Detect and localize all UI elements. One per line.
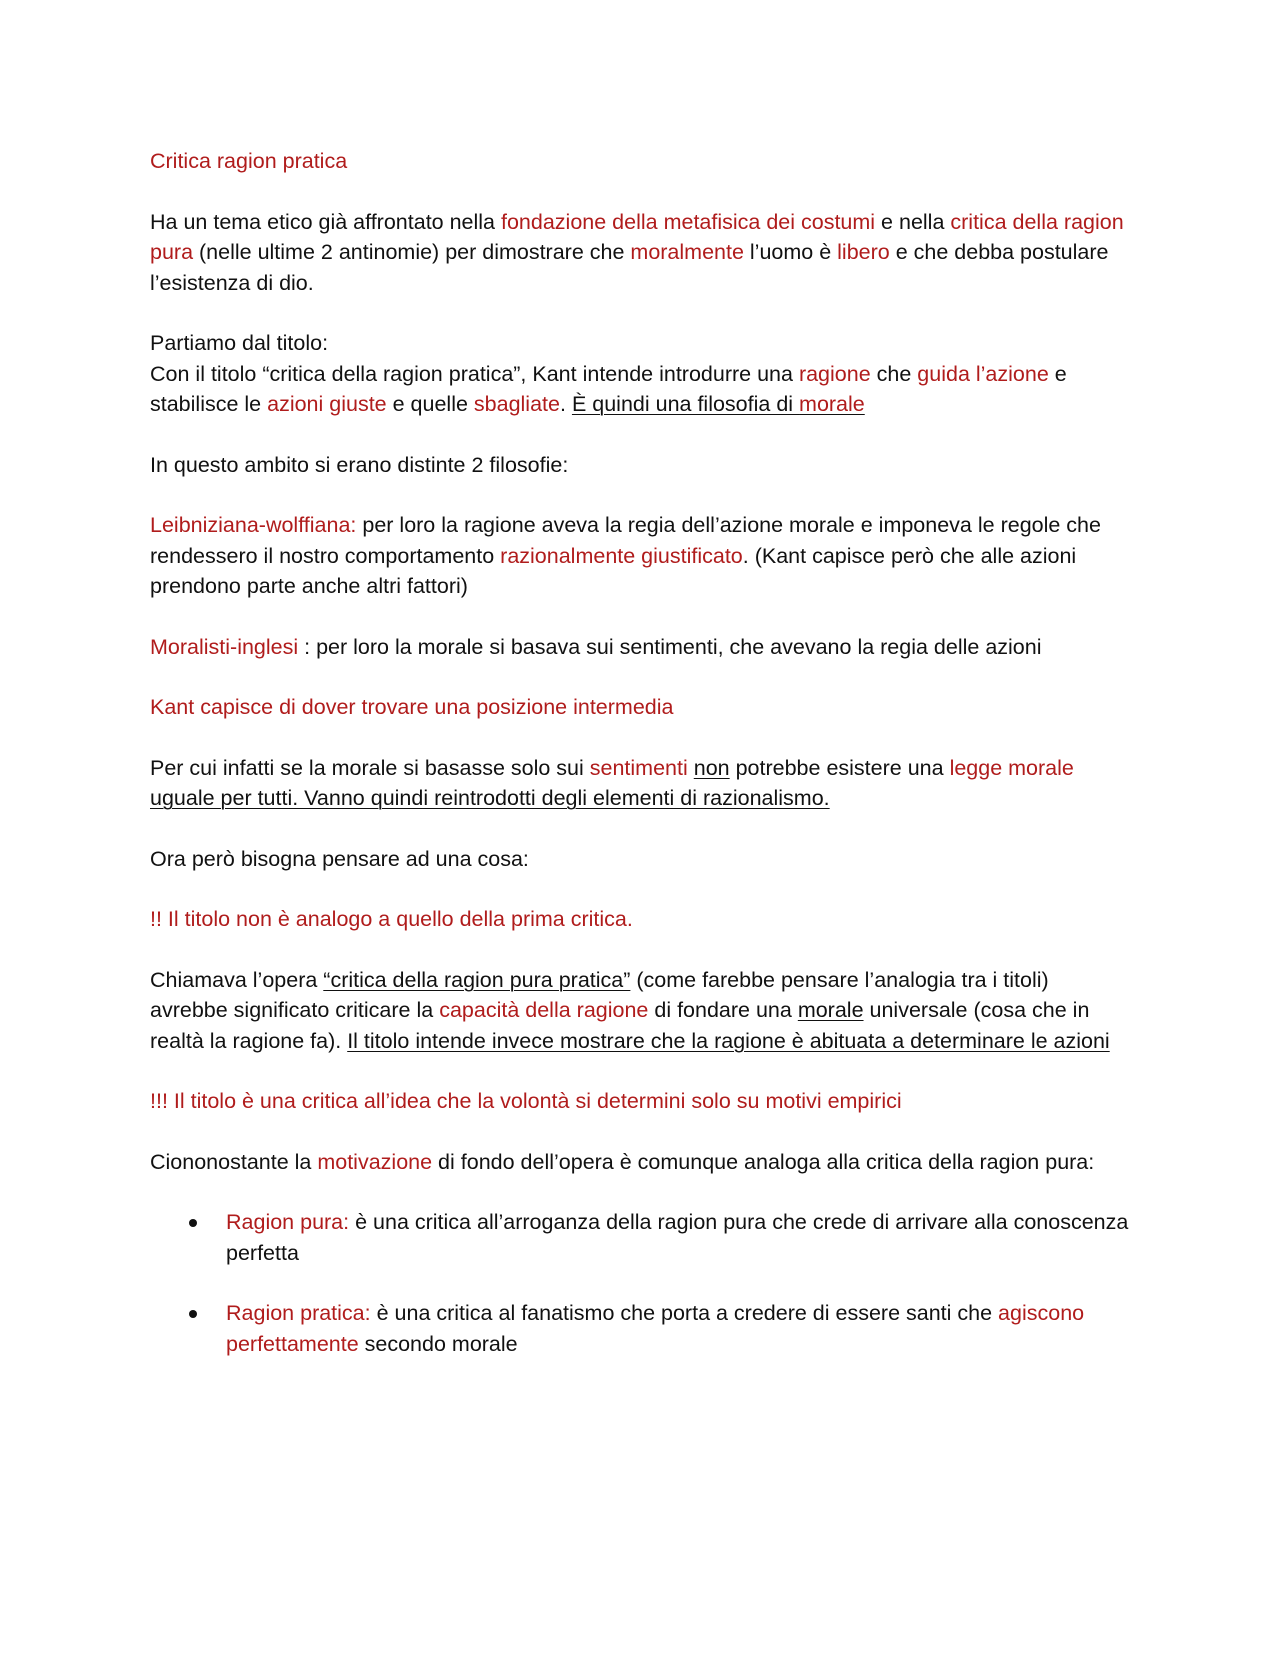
underlined-run: uguale per tutti. Vanno quindi reintrodotti degli elementi di razionalismo. — [150, 786, 830, 810]
underlined-run: morale — [797, 998, 864, 1022]
text-run: Chiamava l’opera — [150, 967, 324, 992]
text-run: Per cui infatti se la morale si basasse solo sui — [150, 755, 590, 780]
list-item — [150, 1207, 1130, 1268]
bullet-icon — [189, 1310, 197, 1318]
title-text: Critica ragion pratica — [150, 149, 348, 173]
text-run: Con il titolo “critica della ragion pratica”, Kant intende introdurre una — [150, 361, 799, 386]
highlight-run: razionalmente giustificato — [500, 543, 743, 568]
text-run: Ciononostante la — [150, 1149, 318, 1174]
highlight-run: !! Il titolo non è analogo a quello della prima critica. — [150, 907, 633, 931]
highlight-run: guida l’azione — [917, 361, 1049, 386]
text-run: secondo morale — [358, 1331, 518, 1356]
underlined-run: È quindi una filosofia di — [571, 392, 800, 416]
text-run: Partiamo dal titolo: — [150, 331, 329, 355]
text-run: di fondare una — [648, 998, 798, 1022]
text-run: che — [870, 361, 918, 386]
highlight-run: critica della ragion pura — [150, 209, 1124, 264]
highlight-run: morale — [799, 392, 865, 416]
document-page — [150, 146, 1130, 1389]
highlight-run: Ragion pura: — [226, 1210, 350, 1234]
paragraph-chiamava — [150, 965, 1130, 1057]
paragraph-ora-pero: Ora però bisogna pensare ad una cosa: — [150, 846, 529, 871]
bullet-icon — [189, 1219, 197, 1227]
text-run: . (Kant capisce però che alle azioni prendono parte anche altri fattori) — [150, 543, 1077, 598]
paragraph-title-analysis — [150, 328, 1130, 420]
highlight-run: fondazione della metafisica dei costumi — [501, 209, 876, 234]
highlight-run: libero — [837, 240, 890, 264]
highlight-run: sbagliate — [473, 392, 560, 416]
highlight-run: sentimenti — [589, 755, 688, 780]
underlined-run: Il titolo intende invece mostrare che la ragione è abituata a determinare le azioni — [347, 1028, 1110, 1053]
text-run: potrebbe esistere una — [729, 755, 950, 780]
text-run: (come farebbe pensare l’analogia tra i titoli) avrebbe significato criticare la — [150, 967, 1049, 1022]
highlight-run: agiscono perfettamente — [226, 1301, 1085, 1356]
underlined-run: “critica della ragion pura pratica” — [323, 967, 631, 992]
text-run: . — [559, 392, 572, 416]
text-run: Ha un tema etico già affrontato nella — [150, 209, 501, 234]
highlight-run: Leibniziana-wolffiana: — [150, 513, 357, 537]
highlight-run: motivazione — [317, 1149, 433, 1174]
highlight-run: ragione — [798, 361, 871, 386]
paragraph-kant-intermediate — [150, 692, 1130, 723]
text-run: e quelle — [386, 392, 474, 416]
bullet-list — [150, 1207, 1130, 1359]
text-run: e che debba postulare l’esistenza di dio. — [150, 240, 1109, 295]
paragraph-note-1 — [150, 904, 1130, 935]
list-item — [150, 1298, 1130, 1359]
highlight-run: moralmente — [630, 240, 744, 264]
paragraph-note-2 — [150, 1086, 1130, 1117]
paragraph-intro — [150, 207, 1130, 299]
document-title — [150, 146, 1130, 177]
text-run: l’uomo è — [743, 240, 838, 264]
text-run: : per loro la morale si basava sui sentimenti, che avevano la regia delle azioni — [298, 634, 1042, 659]
paragraph-leibniz — [150, 510, 1130, 602]
text-run: e stabilisce le — [150, 361, 1067, 416]
highlight-run: azioni giuste — [267, 392, 387, 416]
paragraph-moralisti — [150, 632, 1130, 663]
text-run: è una critica al fanatismo che porta a credere di essere santi che — [370, 1301, 999, 1325]
underlined-run: non — [693, 755, 730, 780]
highlight-run: capacità della ragione — [439, 998, 649, 1022]
paragraph-sentimenti — [150, 753, 1130, 814]
highlight-run: Moralisti-inglesi — [150, 634, 299, 659]
paragraph-philosophies: In questo ambito si erano distinte 2 filosofie: — [150, 452, 569, 477]
paragraph-ciononostante — [150, 1147, 1130, 1178]
text-run: e nella — [875, 209, 951, 234]
text-run: universale (cosa che in realtà la ragione fa). — [150, 998, 1090, 1053]
highlight-run: Kant capisce di dover trovare una posizione intermedia — [150, 695, 674, 719]
highlight-run: !!! Il titolo è una critica all’idea che la volontà si determini solo su motivi empirici — [150, 1089, 902, 1113]
text-run: per loro la ragione aveva la regia dell’azione morale e imponeva le regole che rendessero il nostro comportamento — [150, 513, 1101, 568]
text-run: è una critica all’arroganza della ragion pura che crede di arrivare alla conoscenza perfetta — [226, 1210, 1129, 1265]
underlined-phrase — [572, 392, 865, 416]
text-run: (nelle ultime 2 antinomie) per dimostrare che — [193, 240, 631, 264]
highlight-run: Ragion pratica: — [226, 1301, 371, 1325]
text-run: di fondo dell’opera è comunque analoga alla critica della ragion pura: — [432, 1149, 1095, 1174]
highlight-run: legge morale — [949, 755, 1074, 780]
